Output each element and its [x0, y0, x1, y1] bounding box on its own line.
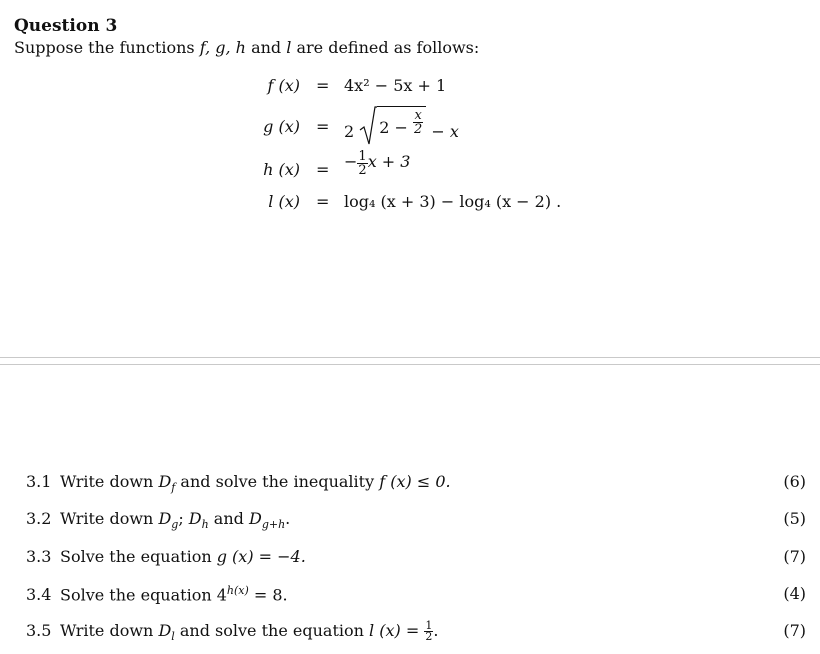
question-title: Question 3: [14, 16, 118, 36]
def-g-coef: 2: [344, 121, 355, 141]
question-end: .: [285, 509, 291, 528]
question-number: 3.1: [26, 472, 52, 491]
question-text: Solve the equation: [60, 585, 217, 605]
domain-symbol: D: [248, 509, 262, 528]
question-number: 3.4: [26, 585, 52, 605]
intro-and: and: [245, 38, 287, 57]
question-text: Write down: [60, 472, 159, 491]
marks-label: (7): [783, 621, 806, 640]
question-expr: f (x) ≤ 0.: [379, 472, 451, 491]
question-expr: l (x) =: [369, 621, 425, 640]
question-expr: 4: [216, 585, 227, 605]
def-h-tail: x + 3: [367, 152, 411, 171]
domain-symbol: D: [158, 621, 172, 640]
def-h-sign: −: [344, 152, 358, 171]
domain-symbol: D: [158, 509, 172, 528]
def-h-rel: =: [316, 160, 330, 179]
question-3-3: [26, 547, 806, 566]
def-g-lhs: g (x): [263, 117, 300, 136]
def-h-frac: $\frac{1}{2}$: [358, 149, 367, 178]
sqrt-icon: [359, 106, 426, 136]
def-f-rel: =: [316, 76, 330, 95]
question-3-5: [26, 621, 806, 643]
def-h-lhs: h (x): [263, 160, 300, 179]
def-l-rhs: log₄ (x + 3) − log₄ (x − 2) .: [344, 192, 562, 211]
intro-f: f,: [199, 38, 211, 57]
def-f-rhs: 4x² − 5x + 1: [344, 76, 447, 95]
intro-h: h: [235, 38, 246, 57]
def-l-lhs: l (x): [268, 192, 300, 211]
question-3-2: [26, 509, 806, 531]
question-expr-end: = 8.: [248, 585, 288, 605]
def-g-rel: =: [316, 117, 330, 136]
question-text: Solve the equation: [60, 547, 217, 566]
question-expr: g (x) = −4.: [216, 547, 306, 566]
intro-prefix: Suppose the functions: [14, 38, 200, 57]
domain-sub: h: [201, 518, 209, 532]
domain-sub: g: [171, 518, 179, 532]
question-number: 3.2: [26, 509, 52, 528]
question-text: Write down: [60, 509, 159, 528]
intro-suffix: are defined as follows:: [291, 38, 480, 57]
page-divider-lower: [0, 364, 820, 365]
question-text: and: [208, 509, 249, 528]
question-number: 3.5: [26, 621, 52, 640]
def-h-rhs: [344, 150, 410, 177]
def-l-rel: =: [316, 192, 330, 211]
question-expr-end: .: [433, 621, 439, 640]
domain-sub: g+h: [261, 518, 286, 532]
def-g-frac: $\frac{x}{2}$: [414, 108, 423, 137]
intro-g: g,: [215, 38, 231, 57]
marks-label: (6): [783, 472, 806, 491]
separator: ;: [178, 509, 189, 528]
question-3-1: [26, 472, 806, 494]
domain-sub: f: [171, 481, 176, 495]
def-g-rad-a: 2 −: [379, 118, 408, 137]
def-g-rhs: [344, 106, 459, 141]
domain-sub: l: [171, 630, 175, 644]
marks-label: (4): [783, 584, 806, 603]
question-3-4: [26, 584, 806, 604]
half-fraction: $\frac{1}{2}$: [425, 619, 433, 643]
radical-sign-icon: [359, 106, 377, 146]
intro-text: [14, 38, 479, 57]
page-divider: [0, 357, 820, 358]
domain-symbol: D: [188, 509, 202, 528]
question-text: and solve the inequality: [175, 472, 380, 491]
marks-label: (7): [783, 547, 806, 566]
marks-label: (5): [783, 509, 806, 528]
exponent: h(x): [226, 584, 249, 597]
question-text: Write down: [60, 621, 159, 640]
question-number: 3.3: [26, 547, 52, 566]
intro-l: l: [286, 38, 292, 57]
question-text: and solve the equation: [174, 621, 370, 640]
domain-symbol: D: [158, 472, 172, 491]
def-g-tail: − x: [431, 121, 459, 141]
def-f-lhs: f (x): [267, 76, 300, 95]
